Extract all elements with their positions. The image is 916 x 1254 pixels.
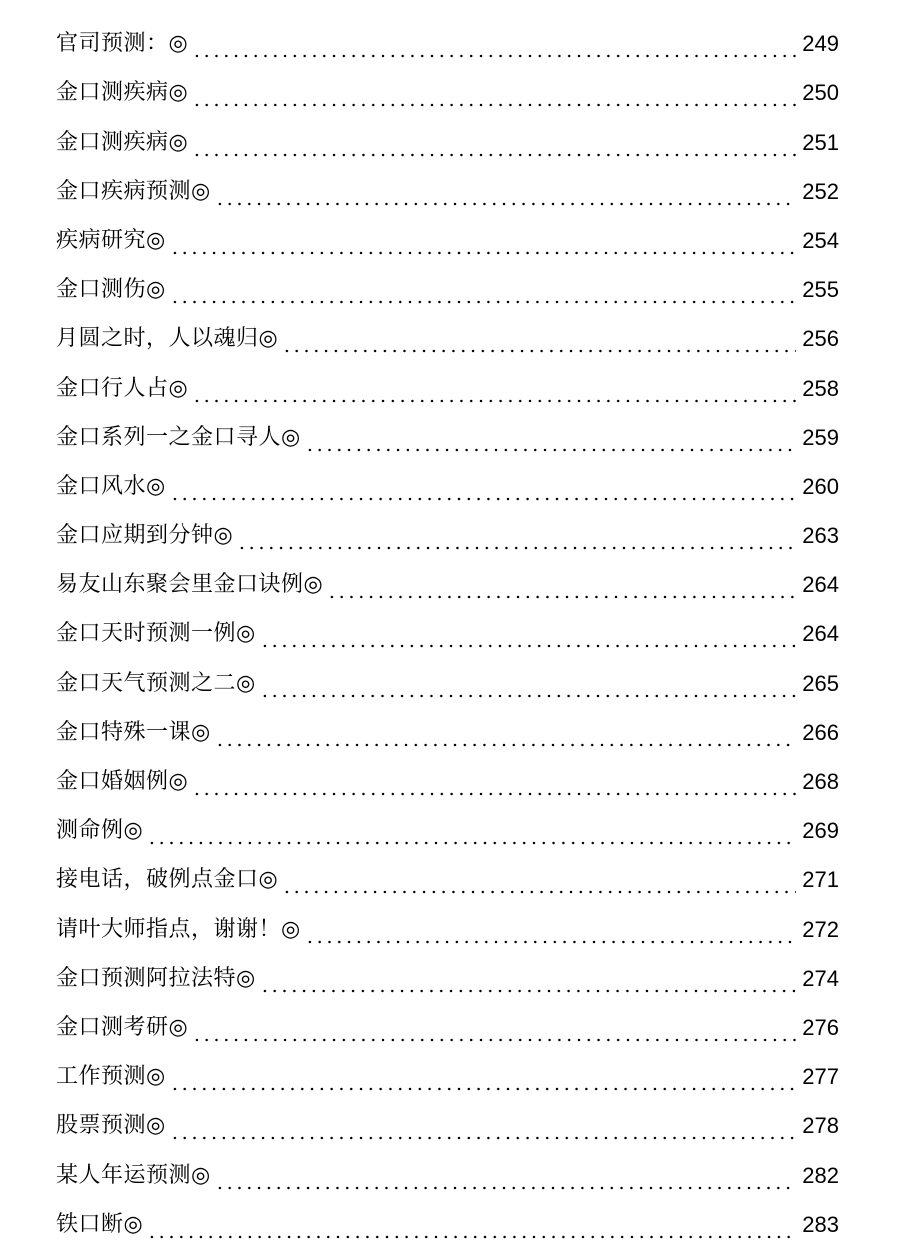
toc-entry-title: 金口天气预测之二◎ [56, 670, 256, 696]
toc-dot-leader [192, 68, 796, 117]
toc-entry-title: 测命例◎ [56, 818, 144, 844]
toc-entry-title: 铁口断◎ [56, 1211, 144, 1237]
toc-dot-leader [192, 19, 796, 68]
toc-entry[interactable] [56, 1003, 839, 1052]
toc-dot-leader [282, 314, 796, 363]
toc-entry-page: 278 [802, 1113, 839, 1139]
toc-dot-leader [147, 806, 796, 855]
toc-entry-title: 接电话，破例点金口◎ [56, 867, 279, 893]
toc-entry[interactable] [56, 560, 839, 609]
toc-entry-page: 252 [802, 178, 839, 204]
toc-entry-title: 金口系列一之金口寻人◎ [56, 424, 301, 450]
toc-entry-page: 264 [802, 621, 839, 647]
toc-entry-page: 263 [802, 523, 839, 549]
toc-entry-title: 金口应期到分钟◎ [56, 523, 234, 549]
toc-entry-page: 269 [802, 818, 839, 844]
toc-entry-title: 股票预测◎ [56, 1113, 166, 1139]
toc-dot-leader [305, 905, 797, 954]
toc-entry[interactable] [56, 855, 839, 904]
toc-entry-page: 274 [802, 965, 839, 991]
toc-dot-leader [147, 1200, 796, 1249]
toc-entry[interactable] [56, 19, 839, 68]
toc-entry[interactable] [56, 462, 839, 511]
toc-entry-page: 259 [802, 424, 839, 450]
toc-entry[interactable] [56, 757, 839, 806]
table-of-contents [56, 19, 839, 1249]
toc-entry-title: 疾病研究◎ [56, 227, 166, 253]
toc-entry[interactable] [56, 806, 839, 855]
toc-dot-leader [192, 118, 796, 167]
toc-dot-leader [215, 708, 797, 757]
toc-entry-title: 金口测伤◎ [56, 277, 166, 303]
toc-dot-leader [170, 265, 797, 314]
toc-dot-leader [170, 1101, 797, 1150]
toc-entry[interactable] [56, 413, 839, 462]
toc-entry-page: 276 [802, 1014, 839, 1040]
toc-dot-leader [237, 511, 796, 560]
toc-entry[interactable] [56, 117, 839, 166]
toc-entry-page: 264 [802, 572, 839, 598]
toc-entry-page: 266 [802, 719, 839, 745]
toc-dot-leader [260, 659, 797, 708]
toc-entry-page: 254 [802, 227, 839, 253]
toc-entry-title: 金口测疾病◎ [56, 80, 189, 106]
toc-entry-page: 268 [802, 769, 839, 794]
toc-entry[interactable] [56, 314, 839, 363]
toc-entry-title: 月圆之时，人以魂归◎ [56, 326, 279, 352]
toc-entry-page: 258 [802, 375, 839, 401]
toc-entry[interactable] [56, 1052, 839, 1101]
toc-entry-title: 某人年运预测◎ [56, 1162, 211, 1188]
toc-dot-leader [192, 757, 796, 806]
toc-entry[interactable] [56, 609, 839, 658]
toc-dot-leader [170, 462, 797, 511]
toc-entry-page: 282 [802, 1162, 839, 1188]
toc-dot-leader [170, 216, 797, 265]
toc-entry[interactable] [56, 265, 839, 314]
toc-entry-page: 283 [802, 1211, 839, 1237]
toc-entry[interactable] [56, 167, 839, 216]
toc-entry[interactable] [56, 1150, 839, 1199]
toc-entry-title: 金口测疾病◎ [56, 129, 189, 155]
toc-entry[interactable] [56, 511, 839, 560]
toc-entry-page: 255 [802, 277, 839, 303]
toc-entry[interactable] [56, 363, 839, 412]
toc-entry-page: 251 [802, 129, 839, 155]
toc-entry-title: 官司预测：◎ [56, 31, 189, 57]
toc-entry-title: 请叶大师指点，谢谢！◎ [56, 916, 301, 942]
toc-entry[interactable] [56, 1101, 839, 1150]
toc-dot-leader [192, 1003, 796, 1052]
toc-entry-page: 272 [802, 916, 839, 942]
toc-entry[interactable] [56, 904, 839, 953]
toc-dot-leader [260, 954, 797, 1003]
toc-entry-title: 工作预测◎ [56, 1064, 166, 1090]
toc-entry[interactable] [56, 216, 839, 265]
toc-dot-leader [305, 413, 797, 462]
toc-dot-leader [327, 560, 796, 609]
toc-entry-page: 260 [802, 473, 839, 499]
toc-entry[interactable] [56, 658, 839, 707]
toc-entry[interactable] [56, 1200, 839, 1249]
toc-dot-leader [215, 1151, 797, 1200]
toc-dot-leader [282, 855, 796, 904]
toc-entry-title: 金口婚姻例◎ [56, 769, 189, 794]
toc-entry-title: 金口天时预测一例◎ [56, 621, 256, 647]
toc-entry[interactable] [56, 708, 839, 757]
toc-entry-page: 271 [802, 867, 839, 893]
toc-dot-leader [192, 364, 796, 413]
toc-entry-title: 金口预测阿拉法特◎ [56, 965, 256, 991]
toc-entry[interactable] [56, 68, 839, 117]
toc-entry-title: 金口测考研◎ [56, 1014, 189, 1040]
toc-entry-title: 金口疾病预测◎ [56, 178, 211, 204]
toc-entry-page: 265 [802, 670, 839, 696]
toc-dot-leader [215, 167, 797, 216]
toc-entry-page: 277 [802, 1064, 839, 1090]
toc-entry-page: 256 [802, 326, 839, 352]
toc-dot-leader [170, 1052, 797, 1101]
toc-entry[interactable] [56, 954, 839, 1003]
toc-entry-title: 金口风水◎ [56, 473, 166, 499]
toc-entry-title: 金口行人占◎ [56, 375, 189, 401]
toc-dot-leader [260, 609, 797, 658]
toc-entry-page: 249 [802, 31, 839, 57]
toc-entry-title: 易友山东聚会里金口诀例◎ [56, 572, 324, 598]
toc-entry-title: 金口特殊一课◎ [56, 719, 211, 745]
toc-entry-page: 250 [802, 80, 839, 106]
